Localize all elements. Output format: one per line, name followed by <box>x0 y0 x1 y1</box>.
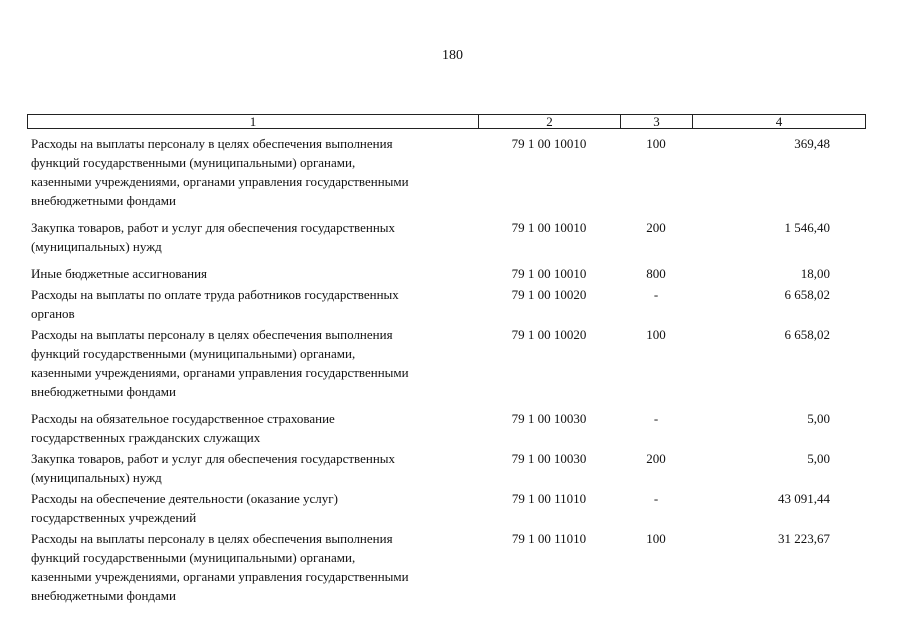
row-amount: 1 546,40 <box>784 220 830 235</box>
page-number: 180 <box>442 48 463 63</box>
description-line: казенными учреждениями, органами управления государственными <box>31 174 409 189</box>
description-line: государственных учреждений <box>31 510 197 525</box>
description-line: Расходы на выплаты персоналу в целях обеспечения выполнения <box>31 531 393 546</box>
table-row <box>27 218 866 256</box>
table-row <box>27 285 866 323</box>
row-amount: 31 223,67 <box>778 531 830 546</box>
row-code: 79 1 00 10030 <box>511 451 587 466</box>
row-code: 79 1 00 10030 <box>511 411 587 426</box>
row-code: 79 1 00 11010 <box>511 491 587 506</box>
description-line: внебюджетными фондами <box>31 384 176 399</box>
row-expense-type: 100 <box>646 531 666 546</box>
description-line: Расходы на выплаты по оплате труда работников государственных <box>31 287 399 302</box>
table-row <box>27 409 866 447</box>
row-description <box>27 285 478 323</box>
description-line: органов <box>31 306 75 321</box>
description-line: функций государственными (муниципальными) органами, <box>31 346 356 361</box>
row-amount: 369,48 <box>794 136 830 151</box>
description-line: (муниципальных) нужд <box>31 470 162 485</box>
table-row <box>27 529 866 605</box>
description-line: внебюджетными фондами <box>31 193 176 208</box>
row-amount: 5,00 <box>807 411 830 426</box>
header-col-3: 3 <box>621 115 693 128</box>
row-description <box>27 449 478 487</box>
description-line: государственных гражданских служащих <box>31 430 261 445</box>
row-code: 79 1 00 10010 <box>511 220 587 235</box>
description-line: Расходы на выплаты персоналу в целях обеспечения выполнения <box>31 327 393 342</box>
row-code: 79 1 00 10010 <box>511 266 587 281</box>
row-amount: 6 658,02 <box>784 287 830 302</box>
table-row <box>27 325 866 401</box>
row-code: 79 1 00 10020 <box>511 287 587 302</box>
row-expense-type: 200 <box>646 451 666 466</box>
description-line: внебюджетными фондами <box>31 588 176 603</box>
table-body <box>27 134 866 607</box>
header-col-2: 2 <box>479 115 621 128</box>
description-line: Закупка товаров, работ и услуг для обеспечения государственных <box>31 451 396 466</box>
row-amount: 43 091,44 <box>778 491 830 506</box>
row-description <box>27 529 478 605</box>
row-code: 79 1 00 10010 <box>511 136 587 151</box>
description-line: казенными учреждениями, органами управления государственными <box>31 365 409 380</box>
header-col-4: 4 <box>775 114 783 129</box>
table-row <box>27 134 866 210</box>
description-line: Расходы на выплаты персоналу в целях обеспечения выполнения <box>31 136 393 151</box>
row-expense-type: 800 <box>646 266 666 281</box>
row-amount: 18,00 <box>800 266 830 281</box>
table-header <box>27 114 866 129</box>
row-code: 79 1 00 10020 <box>511 327 587 342</box>
row-expense-type: 100 <box>646 136 666 151</box>
description-line: (муниципальных) нужд <box>31 239 162 254</box>
table-row <box>27 264 866 283</box>
description-line: функций государственными (муниципальными) органами, <box>31 155 356 170</box>
description-line: Иные бюджетные ассигнования <box>31 266 208 281</box>
row-description <box>27 218 478 256</box>
description-line: Расходы на обязательное государственное страхование <box>31 411 335 426</box>
row-expense-type: - <box>653 411 659 426</box>
description-line: Закупка товаров, работ и услуг для обеспечения государственных <box>31 220 396 235</box>
row-description <box>27 409 478 447</box>
header-col-1: 1 <box>28 115 479 128</box>
description-line: функций государственными (муниципальными) органами, <box>31 550 356 565</box>
table-row <box>27 449 866 487</box>
row-amount: 5,00 <box>807 451 830 466</box>
description-line: казенными учреждениями, органами управления государственными <box>31 569 409 584</box>
row-description <box>27 325 478 401</box>
row-expense-type: - <box>653 491 659 506</box>
row-description <box>27 264 478 283</box>
row-code: 79 1 00 11010 <box>511 531 587 546</box>
row-amount: 6 658,02 <box>784 327 830 342</box>
row-expense-type: 200 <box>646 220 666 235</box>
description-line: Расходы на обеспечение деятельности (оказание услуг) <box>31 491 338 506</box>
row-description <box>27 489 478 527</box>
row-expense-type: 100 <box>646 327 666 342</box>
row-description <box>27 134 478 210</box>
row-expense-type: - <box>653 287 659 302</box>
table-row <box>27 489 866 527</box>
